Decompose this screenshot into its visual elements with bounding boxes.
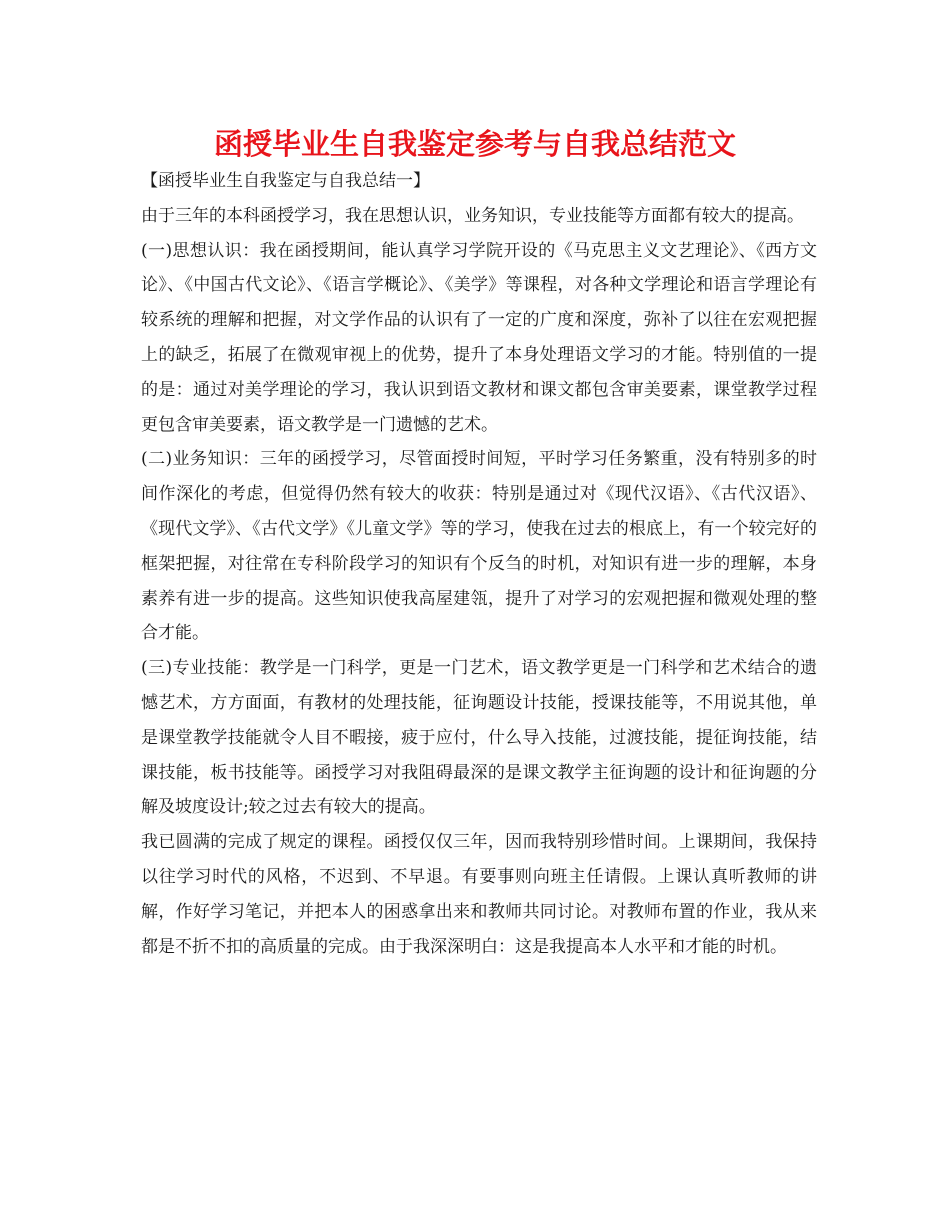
paragraph-attendance: 我已圆满的完成了规定的课程。函授仅仅三年，因而我特别珍惜时间。上课期间，我保持以往学习时代的风格，不迟到、不早退。有要事则向班主任请假。上课认真听教师的讲解，作好学习笔记，并把本人的困惑拿出来和教师共同讨论。对教师布置的作业，我从来都是不折不扣的高质量的完成。由于我深深明白：这是我提高本人水平和才能的时机。 bbox=[141, 832, 817, 957]
paragraph-professional-skills: (三)专业技能：教学是一门科学，更是一门艺术，语文教学更是一门科学和艺术结合的遗憾艺术，方方面面，有教材的处理技能，征询题设计技能，授课技能等，不用说其他，单是课堂教学技能就令人目不暇接，疲于应付，什么导入技能，过渡技能，提征询技能，结课技能，板书技能等。函授学习对我阻碍最深的是课文教学主征询题的设计和征询题的分解及坡度设计;较之过去有较大的提高。 bbox=[141, 658, 817, 818]
paragraph-thought: (一)思想认识：我在函授期间，能认真学习学院开设的《马克思主义文艺理论》、《西方文论》、《中国古代文论》、《语言学概论》、《美学》等课程，对各种文学理论和语言学理论有较系统的理解和把握，对文学作品的认识有了一定的广度和深度，弥补了以往在宏观把握上的缺乏，拓展了在微观审视上的优势，提升了本身处理语文学习的才能。特别值的一提的是：通过对美学理论的学习，我认识到语文教材和课文都包含审美要素，课堂教学过程更包含审美要素，语文教学是一门遗憾的艺术。 bbox=[141, 240, 817, 435]
paragraph-intro: 由于三年的本科函授学习，我在思想认识，业务知识，专业技能等方面都有较大的提高。 bbox=[141, 205, 804, 226]
document-title: 函授毕业生自我鉴定参考与自我总结范文 bbox=[213, 127, 736, 161]
paragraph-business-knowledge: (二)业务知识：三年的函授学习，尽管面授时间短，平时学习任务繁重，没有特别多的时间作深化的考虑，但觉得仍然有较大的收获：特别是通过对《现代汉语》、《古代汉语》、《现代文学》、《古代文学》《儿童文学》等的学习，使我在过去的根底上，有一个较完好的框架把握，对往常在专科阶段学习的知识有个反刍的时机，对知识有进一步的理解，本身素养有进一步的提高。这些知识使我高屋建瓴，提升了对学习的宏观把握和微观处理的整合才能。 bbox=[141, 449, 817, 644]
section-heading: 【函授毕业生自我鉴定与自我总结一】 bbox=[141, 171, 430, 191]
document-body bbox=[141, 164, 817, 964]
